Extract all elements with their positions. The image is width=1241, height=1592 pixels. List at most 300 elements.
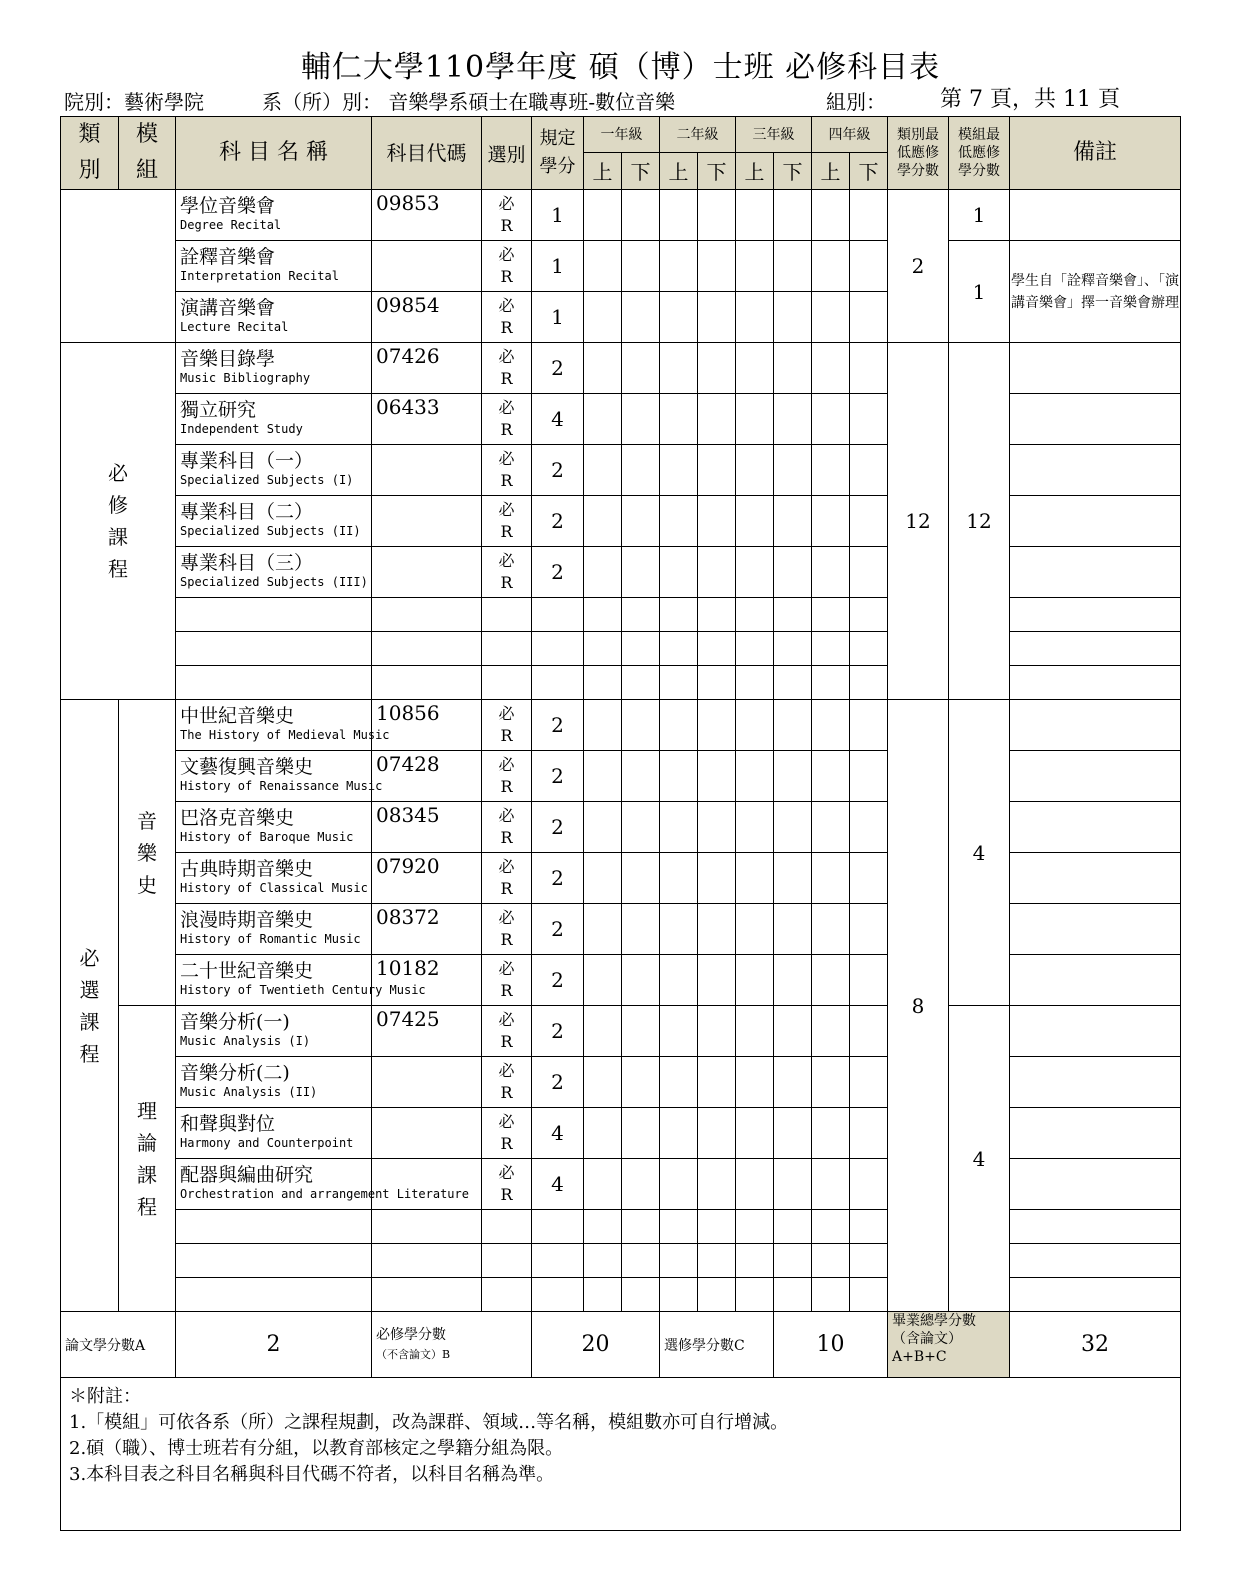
empty-cell bbox=[736, 598, 774, 632]
empty-cell bbox=[660, 598, 698, 632]
semester-cell bbox=[736, 547, 774, 598]
semester-cell bbox=[698, 1159, 736, 1210]
table-row bbox=[61, 445, 1181, 496]
module-theory: 理 論 課 程 bbox=[119, 1006, 176, 1312]
remarks-cell bbox=[1010, 496, 1181, 547]
course-code bbox=[372, 1108, 482, 1159]
empty-cell bbox=[176, 1210, 372, 1244]
empty-cell bbox=[532, 1278, 584, 1312]
course-name: 獨立研究 Independent Study bbox=[176, 394, 372, 445]
semester-cell bbox=[584, 241, 622, 292]
empty-cell bbox=[532, 598, 584, 632]
semester-cell bbox=[660, 547, 698, 598]
semester-cell bbox=[850, 190, 888, 241]
empty-cell bbox=[736, 1210, 774, 1244]
empty-cell bbox=[482, 1244, 532, 1278]
empty-cell bbox=[812, 598, 850, 632]
course-credits: 1 bbox=[532, 190, 584, 241]
footnote-heading: ＊附註： bbox=[69, 1386, 141, 1407]
semester-cell bbox=[736, 394, 774, 445]
semester-cell bbox=[584, 1057, 622, 1108]
empty-cell bbox=[812, 1210, 850, 1244]
course-name: 古典時期音樂史 History of Classical Music bbox=[176, 853, 372, 904]
semester-cell bbox=[660, 343, 698, 394]
semester-cell bbox=[774, 394, 812, 445]
course-name: 專業科目（二） Specialized Subjects (II) bbox=[176, 496, 372, 547]
empty-cell bbox=[774, 632, 812, 666]
semester-cell bbox=[774, 853, 812, 904]
module-min-value: 1 bbox=[949, 241, 1010, 343]
col-year-2: 二年級 bbox=[660, 117, 736, 153]
semester-cell bbox=[850, 547, 888, 598]
semester-cell bbox=[622, 1108, 660, 1159]
table-row bbox=[61, 802, 1181, 853]
semester-cell bbox=[622, 802, 660, 853]
empty-cell bbox=[698, 632, 736, 666]
semester-cell bbox=[812, 1159, 850, 1210]
semester-cell bbox=[812, 445, 850, 496]
semester-cell bbox=[660, 190, 698, 241]
semester-cell bbox=[622, 190, 660, 241]
semester-cell bbox=[812, 1057, 850, 1108]
empty-cell bbox=[660, 666, 698, 700]
required-mark: 必 R bbox=[482, 904, 532, 955]
col-semester-first: 上 bbox=[736, 152, 774, 189]
table-row bbox=[61, 1210, 1181, 1244]
semester-cell bbox=[698, 496, 736, 547]
required-mark: 必 R bbox=[482, 343, 532, 394]
remarks-cell bbox=[1010, 955, 1181, 1006]
col-course-name: 科 目 名 稱 bbox=[176, 117, 372, 190]
course-code: 10856 bbox=[372, 700, 482, 751]
footnote-item: 2.碩（職）、博士班若有分組，以教育部核定之學籍分組為限。 bbox=[69, 1438, 564, 1459]
col-semester-first: 上 bbox=[660, 152, 698, 189]
empty-cell bbox=[372, 598, 482, 632]
semester-cell bbox=[622, 445, 660, 496]
semester-cell bbox=[584, 802, 622, 853]
empty-cell bbox=[176, 598, 372, 632]
semester-cell bbox=[850, 1108, 888, 1159]
table-row bbox=[61, 1006, 1181, 1057]
empty-cell bbox=[850, 1244, 888, 1278]
course-code bbox=[372, 547, 482, 598]
empty-cell bbox=[736, 1278, 774, 1312]
module-min-value: 1 bbox=[949, 190, 1010, 241]
course-code bbox=[372, 241, 482, 292]
required-credits-value: 20 bbox=[532, 1312, 660, 1378]
required-mark: 必 R bbox=[482, 496, 532, 547]
semester-cell bbox=[584, 547, 622, 598]
semester-cell bbox=[584, 1108, 622, 1159]
empty-cell bbox=[774, 1278, 812, 1312]
semester-cell bbox=[660, 496, 698, 547]
empty-cell bbox=[372, 666, 482, 700]
semester-cell bbox=[774, 343, 812, 394]
module-min-value: 4 bbox=[949, 1006, 1010, 1312]
semester-cell bbox=[660, 1108, 698, 1159]
remarks-cell bbox=[1010, 1108, 1181, 1159]
semester-cell bbox=[774, 547, 812, 598]
empty-cell bbox=[812, 1278, 850, 1312]
empty-cell bbox=[774, 598, 812, 632]
semester-cell bbox=[584, 904, 622, 955]
semester-cell bbox=[698, 802, 736, 853]
empty-cell bbox=[584, 1210, 622, 1244]
semester-cell bbox=[774, 1006, 812, 1057]
empty-cell bbox=[698, 1210, 736, 1244]
semester-cell bbox=[736, 700, 774, 751]
semester-cell bbox=[850, 955, 888, 1006]
semester-cell bbox=[698, 1108, 736, 1159]
semester-cell bbox=[774, 292, 812, 343]
semester-cell bbox=[584, 343, 622, 394]
course-name: 專業科目（三） Specialized Subjects (III) bbox=[176, 547, 372, 598]
thesis-credits-value: 2 bbox=[176, 1312, 372, 1378]
remarks-cell bbox=[1010, 1057, 1181, 1108]
course-code: 10182 bbox=[372, 955, 482, 1006]
empty-cell bbox=[736, 632, 774, 666]
table-row bbox=[61, 853, 1181, 904]
course-credits: 4 bbox=[532, 1159, 584, 1210]
semester-cell bbox=[698, 853, 736, 904]
semester-cell bbox=[622, 496, 660, 547]
empty-cell bbox=[660, 1244, 698, 1278]
semester-cell bbox=[850, 1006, 888, 1057]
course-credits: 2 bbox=[532, 904, 584, 955]
semester-cell bbox=[698, 751, 736, 802]
graduation-credits-label: 畢業總學分數 （含論文） A+B+C bbox=[888, 1312, 1010, 1378]
empty-cell bbox=[736, 1244, 774, 1278]
semester-cell bbox=[774, 445, 812, 496]
empty-cell bbox=[532, 1210, 584, 1244]
course-credits: 2 bbox=[532, 751, 584, 802]
empty-cell bbox=[584, 1278, 622, 1312]
empty-cell bbox=[812, 1244, 850, 1278]
remarks-cell bbox=[1010, 190, 1181, 241]
course-credits: 2 bbox=[532, 853, 584, 904]
empty-cell bbox=[532, 666, 584, 700]
semester-cell bbox=[812, 292, 850, 343]
remarks-cell bbox=[1010, 1210, 1181, 1244]
semester-cell bbox=[774, 190, 812, 241]
course-credits: 4 bbox=[532, 1108, 584, 1159]
table-row bbox=[61, 904, 1181, 955]
semester-cell bbox=[850, 904, 888, 955]
semester-cell bbox=[850, 445, 888, 496]
semester-cell bbox=[622, 1057, 660, 1108]
required-mark: 必 R bbox=[482, 547, 532, 598]
col-course-code: 科目代碼 bbox=[372, 117, 482, 190]
semester-cell bbox=[812, 547, 850, 598]
empty-cell bbox=[482, 632, 532, 666]
semester-cell bbox=[698, 1057, 736, 1108]
semester-cell bbox=[774, 802, 812, 853]
required-mark: 必 R bbox=[482, 241, 532, 292]
course-code: 08345 bbox=[372, 802, 482, 853]
semester-cell bbox=[698, 955, 736, 1006]
course-code bbox=[372, 1057, 482, 1108]
elective-credits-value: 10 bbox=[774, 1312, 888, 1378]
semester-cell bbox=[584, 751, 622, 802]
course-code bbox=[372, 445, 482, 496]
semester-cell bbox=[736, 1006, 774, 1057]
semester-cell bbox=[812, 394, 850, 445]
empty-cell bbox=[660, 1210, 698, 1244]
empty-cell bbox=[176, 666, 372, 700]
course-name: 音樂分析(一) Music Analysis (I) bbox=[176, 1006, 372, 1057]
required-mark: 必 R bbox=[482, 1057, 532, 1108]
module-min-value: 4 bbox=[949, 700, 1010, 1006]
empty-cell bbox=[622, 1210, 660, 1244]
footnote-item: 3.本科目表之科目名稱與科目代碼不符者，以科目名稱為準。 bbox=[69, 1464, 555, 1485]
empty-cell bbox=[698, 598, 736, 632]
empty-cell bbox=[482, 1210, 532, 1244]
semester-cell bbox=[774, 700, 812, 751]
empty-cell bbox=[774, 1210, 812, 1244]
empty-cell bbox=[774, 1244, 812, 1278]
empty-cell bbox=[372, 1210, 482, 1244]
table-row bbox=[61, 632, 1181, 666]
semester-cell bbox=[660, 853, 698, 904]
semester-cell bbox=[736, 955, 774, 1006]
semester-cell bbox=[774, 241, 812, 292]
empty-cell bbox=[660, 632, 698, 666]
semester-cell bbox=[660, 904, 698, 955]
semester-cell bbox=[584, 955, 622, 1006]
empty-cell bbox=[850, 632, 888, 666]
empty-cell bbox=[532, 1244, 584, 1278]
course-name: 音樂分析(二) Music Analysis (II) bbox=[176, 1057, 372, 1108]
course-code bbox=[372, 496, 482, 547]
semester-cell bbox=[622, 292, 660, 343]
table-row bbox=[61, 1057, 1181, 1108]
semester-cell bbox=[736, 1108, 774, 1159]
category-cell bbox=[61, 190, 176, 343]
required-mark: 必 R bbox=[482, 190, 532, 241]
table-row bbox=[61, 343, 1181, 394]
course-table-body bbox=[61, 190, 1181, 1312]
empty-cell bbox=[584, 666, 622, 700]
course-credits: 1 bbox=[532, 292, 584, 343]
page-title: 輔仁大學110學年度 碩（博）士班 必修科目表 bbox=[300, 50, 941, 85]
semester-cell bbox=[850, 292, 888, 343]
semester-cell bbox=[850, 496, 888, 547]
semester-cell bbox=[774, 1108, 812, 1159]
semester-cell bbox=[622, 1006, 660, 1057]
course-credits: 2 bbox=[532, 496, 584, 547]
semester-cell bbox=[850, 1159, 888, 1210]
semester-cell bbox=[622, 853, 660, 904]
semester-cell bbox=[812, 802, 850, 853]
remarks-cell bbox=[1010, 904, 1181, 955]
empty-cell bbox=[660, 1278, 698, 1312]
course-name: 二十世紀音樂史 History of Twentieth Century Music bbox=[176, 955, 372, 1006]
semester-cell bbox=[622, 547, 660, 598]
semester-cell bbox=[660, 700, 698, 751]
course-credits: 2 bbox=[532, 445, 584, 496]
course-credits: 2 bbox=[532, 955, 584, 1006]
col-type: 選別 bbox=[482, 117, 532, 190]
table-row bbox=[61, 1108, 1181, 1159]
remarks-cell bbox=[1010, 1006, 1181, 1057]
course-credits: 2 bbox=[532, 700, 584, 751]
semester-cell bbox=[584, 700, 622, 751]
semester-cell bbox=[736, 343, 774, 394]
semester-cell bbox=[584, 292, 622, 343]
semester-cell bbox=[698, 292, 736, 343]
semester-cell bbox=[850, 853, 888, 904]
module-min-value: 12 bbox=[949, 343, 1010, 700]
semester-cell bbox=[660, 241, 698, 292]
required-mark: 必 R bbox=[482, 1006, 532, 1057]
semester-cell bbox=[736, 802, 774, 853]
empty-cell bbox=[176, 632, 372, 666]
remarks-cell bbox=[1010, 1244, 1181, 1278]
semester-cell bbox=[698, 445, 736, 496]
empty-cell bbox=[698, 1244, 736, 1278]
course-table bbox=[60, 116, 1181, 1531]
remarks-cell bbox=[1010, 632, 1181, 666]
course-code: 09853 bbox=[372, 190, 482, 241]
course-name: 演講音樂會 Lecture Recital bbox=[176, 292, 372, 343]
course-code: 09854 bbox=[372, 292, 482, 343]
empty-cell bbox=[622, 1244, 660, 1278]
semester-cell bbox=[660, 955, 698, 1006]
semester-cell bbox=[698, 547, 736, 598]
table-row bbox=[61, 547, 1181, 598]
empty-cell bbox=[850, 1278, 888, 1312]
semester-cell bbox=[736, 1057, 774, 1108]
group-label: 組別： bbox=[826, 90, 886, 114]
semester-cell bbox=[698, 190, 736, 241]
required-mark: 必 R bbox=[482, 751, 532, 802]
course-name: 文藝復興音樂史 History of Renaissance Music bbox=[176, 751, 372, 802]
elective-credits-label: 選修學分數C bbox=[660, 1312, 774, 1378]
semester-cell bbox=[698, 904, 736, 955]
course-name: 詮釋音樂會 Interpretation Recital bbox=[176, 241, 372, 292]
semester-cell bbox=[698, 394, 736, 445]
course-name: 配器與編曲研究 Orchestration and arrangement Literature bbox=[176, 1159, 372, 1210]
empty-cell bbox=[482, 1278, 532, 1312]
semester-cell bbox=[812, 190, 850, 241]
course-credits: 2 bbox=[532, 1006, 584, 1057]
col-semester-first: 上 bbox=[584, 152, 622, 189]
course-name: 巴洛克音樂史 History of Baroque Music bbox=[176, 802, 372, 853]
empty-cell bbox=[482, 598, 532, 632]
semester-cell bbox=[812, 343, 850, 394]
empty-cell bbox=[176, 1278, 372, 1312]
semester-cell bbox=[584, 190, 622, 241]
course-name: 浪漫時期音樂史 History of Romantic Music bbox=[176, 904, 372, 955]
table-row bbox=[61, 241, 1181, 292]
semester-cell bbox=[736, 904, 774, 955]
thesis-credits-label: 論文學分數A bbox=[61, 1312, 176, 1378]
course-name: 和聲與對位 Harmony and Counterpoint bbox=[176, 1108, 372, 1159]
category-min-value: 12 bbox=[888, 343, 949, 700]
required-mark: 必 R bbox=[482, 1108, 532, 1159]
totals-section bbox=[61, 1312, 1181, 1531]
semester-cell bbox=[736, 241, 774, 292]
course-credits: 2 bbox=[532, 1057, 584, 1108]
course-code: 06433 bbox=[372, 394, 482, 445]
semester-cell bbox=[812, 241, 850, 292]
semester-cell bbox=[622, 394, 660, 445]
category-min-value: 2 bbox=[888, 190, 949, 343]
semester-cell bbox=[736, 445, 774, 496]
required-mark: 必 R bbox=[482, 853, 532, 904]
course-name: 學位音樂會 Degree Recital bbox=[176, 190, 372, 241]
remarks-cell bbox=[1010, 445, 1181, 496]
semester-cell bbox=[622, 343, 660, 394]
semester-cell bbox=[584, 394, 622, 445]
empty-cell bbox=[698, 666, 736, 700]
remarks-cell bbox=[1010, 394, 1181, 445]
empty-cell bbox=[622, 666, 660, 700]
semester-cell bbox=[660, 292, 698, 343]
empty-cell bbox=[698, 1278, 736, 1312]
remarks-cell bbox=[1010, 802, 1181, 853]
course-credits: 2 bbox=[532, 802, 584, 853]
remarks-cell bbox=[1010, 700, 1181, 751]
category-required: 必 修 課 程 bbox=[61, 343, 176, 700]
graduation-credits-value: 32 bbox=[1010, 1312, 1181, 1378]
semester-cell bbox=[660, 1159, 698, 1210]
semester-cell bbox=[774, 1159, 812, 1210]
col-semester-second: 下 bbox=[698, 152, 736, 189]
col-category-min: 類別最 低應修 學分數 bbox=[888, 117, 949, 190]
course-credits: 2 bbox=[532, 547, 584, 598]
semester-cell bbox=[812, 751, 850, 802]
col-module-min: 模組最 低應修 學分數 bbox=[949, 117, 1010, 190]
required-mark: 必 R bbox=[482, 1159, 532, 1210]
category-elective: 必 選 課 程 bbox=[61, 700, 119, 1312]
table-row bbox=[61, 190, 1181, 241]
col-year-3: 三年級 bbox=[736, 117, 812, 153]
empty-cell bbox=[482, 666, 532, 700]
table-row bbox=[61, 1244, 1181, 1278]
semester-cell bbox=[660, 1057, 698, 1108]
semester-cell bbox=[774, 955, 812, 1006]
semester-cell bbox=[736, 292, 774, 343]
semester-cell bbox=[812, 1108, 850, 1159]
course-code: 07920 bbox=[372, 853, 482, 904]
required-mark: 必 R bbox=[482, 955, 532, 1006]
col-category: 類 別 bbox=[61, 117, 119, 190]
course-name: 專業科目（一） Specialized Subjects (I) bbox=[176, 445, 372, 496]
col-semester-second: 下 bbox=[850, 152, 888, 189]
semester-cell bbox=[850, 802, 888, 853]
semester-cell bbox=[736, 853, 774, 904]
semester-cell bbox=[736, 751, 774, 802]
required-mark: 必 R bbox=[482, 802, 532, 853]
semester-cell bbox=[850, 751, 888, 802]
semester-cell bbox=[584, 853, 622, 904]
table-row bbox=[61, 394, 1181, 445]
semester-cell bbox=[660, 802, 698, 853]
semester-cell bbox=[812, 496, 850, 547]
semester-cell bbox=[660, 751, 698, 802]
course-code: 07428 bbox=[372, 751, 482, 802]
semester-cell bbox=[812, 700, 850, 751]
empty-cell bbox=[372, 632, 482, 666]
empty-cell bbox=[372, 1244, 482, 1278]
semester-cell bbox=[850, 343, 888, 394]
semester-cell bbox=[812, 904, 850, 955]
col-credits: 規定 學分 bbox=[532, 117, 584, 190]
semester-cell bbox=[622, 241, 660, 292]
required-mark: 必 R bbox=[482, 445, 532, 496]
remarks-cell bbox=[1010, 1159, 1181, 1210]
